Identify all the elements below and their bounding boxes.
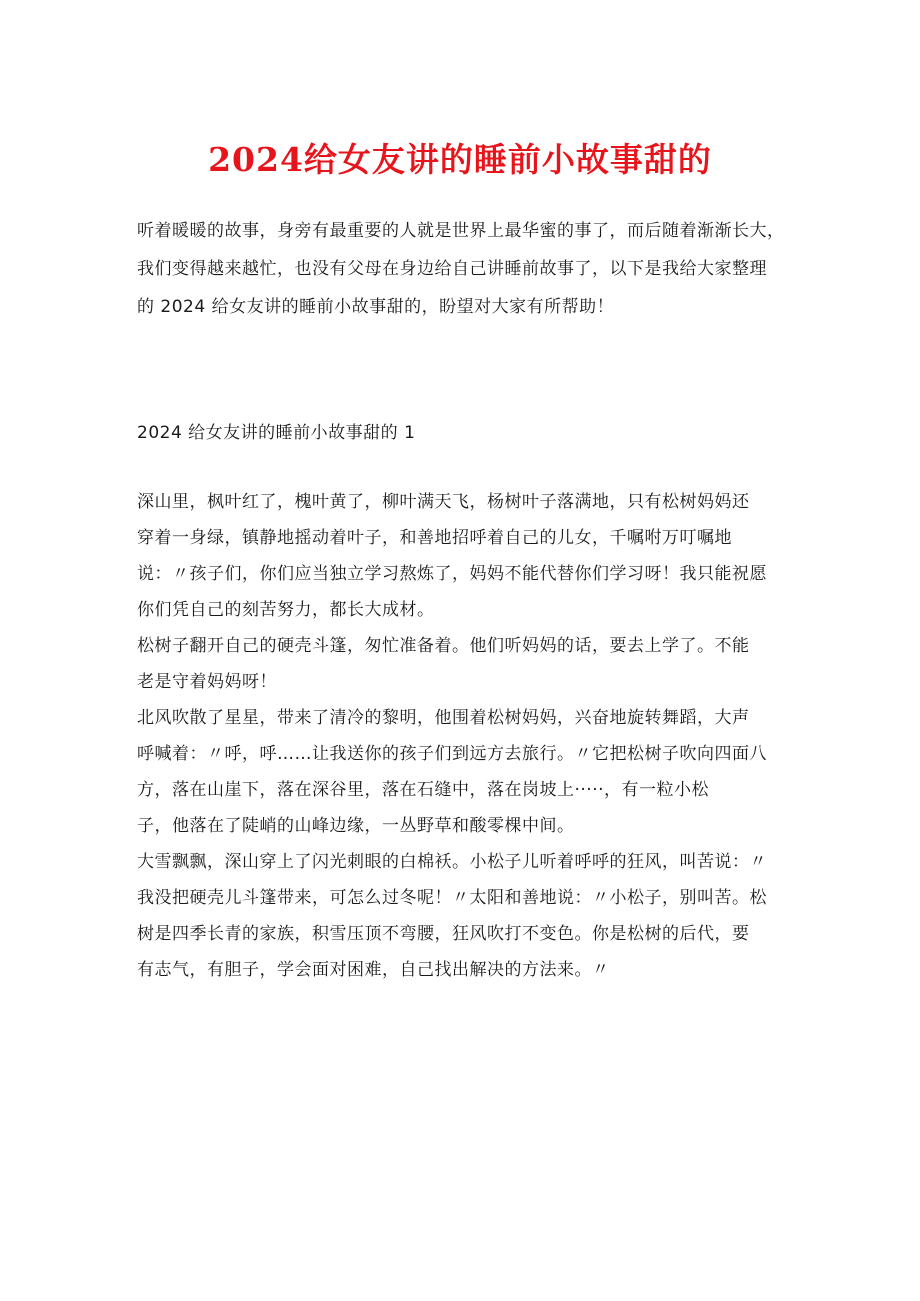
story-line: 有志气，有胆子，学会面对困难，自己找出解决的方法来。〃 [137, 960, 610, 980]
story-line: 我没把硬壳儿斗篷带来，可怎么过冬呢！〃太阳和善地说：〃小松子，别叫苦。松 [137, 888, 767, 908]
story-line: 北风吹散了星星，带来了清冷的黎明，他围着松树妈妈，兴奋地旋转舞蹈，大声 [137, 708, 750, 728]
story-line: 穿着一身绿，镇静地摇动着叶子，和善地招呼着自己的儿女，千嘱咐万叮嘱地 [137, 528, 732, 548]
story-line: 松树子翻开自己的硬壳斗篷，匆忙准备着。他们听妈妈的话，要去上学了。不能 [137, 636, 750, 656]
story-line: 你们凭自己的刻苦努力，都长大成材。 [137, 600, 435, 620]
story-line: 深山里，枫叶红了，槐叶黄了，柳叶满天飞，杨树叶子落满地，只有松树妈妈还 [137, 492, 750, 512]
story-paragraph [137, 844, 797, 988]
intro-paragraph [137, 212, 797, 326]
story-line: 说：〃孩子们，你们应当独立学习熬炼了，妈妈不能代替你们学习呀！我只能祝愿 [137, 564, 767, 584]
story-line: 大雪飘飘，深山穿上了闪光刺眼的白棉袄。小松子儿听着呼呼的狂风，叫苦说：〃 [137, 852, 767, 872]
story-line: 子，他落在了陡峭的山峰边缘，一丛野草和酸零棵中间。 [137, 816, 575, 836]
story-line: 呼喊着：〃呼，呼……让我送你的孩子们到远方去旅行。〃它把松树子吹向四面八 [137, 744, 767, 764]
story-line: 树是四季长青的家族，积雪压顶不弯腰，狂风吹打不变色。你是松树的后代，要 [137, 924, 750, 944]
story-paragraph [137, 484, 797, 628]
intro-line: 听着暖暖的故事，身旁有最重要的人就是世界上最华蜜的事了，而后随着渐渐长大， [137, 221, 785, 241]
intro-line: 的 2024 给女友讲的睡前小故事甜的，盼望对大家有所帮助！ [137, 297, 615, 317]
intro-line: 我们变得越来越忙，也没有父母在身边给自己讲睡前故事了，以下是我给大家整理 [137, 259, 767, 279]
document-title: 2024给女友讲的睡前小故事甜的 [208, 140, 712, 179]
story-paragraph [137, 628, 797, 700]
story-line: 老是守着妈妈呀！ [137, 672, 277, 692]
story-paragraph [137, 700, 797, 844]
story-body [137, 484, 797, 988]
section-heading [137, 414, 797, 452]
story-line: 方，落在山崖下，落在深谷里，落在石缝中，落在岗坡上·····，有一粒小松 [137, 780, 710, 800]
section-heading-text: 2024 给女友讲的睡前小故事甜的 1 [137, 423, 416, 443]
